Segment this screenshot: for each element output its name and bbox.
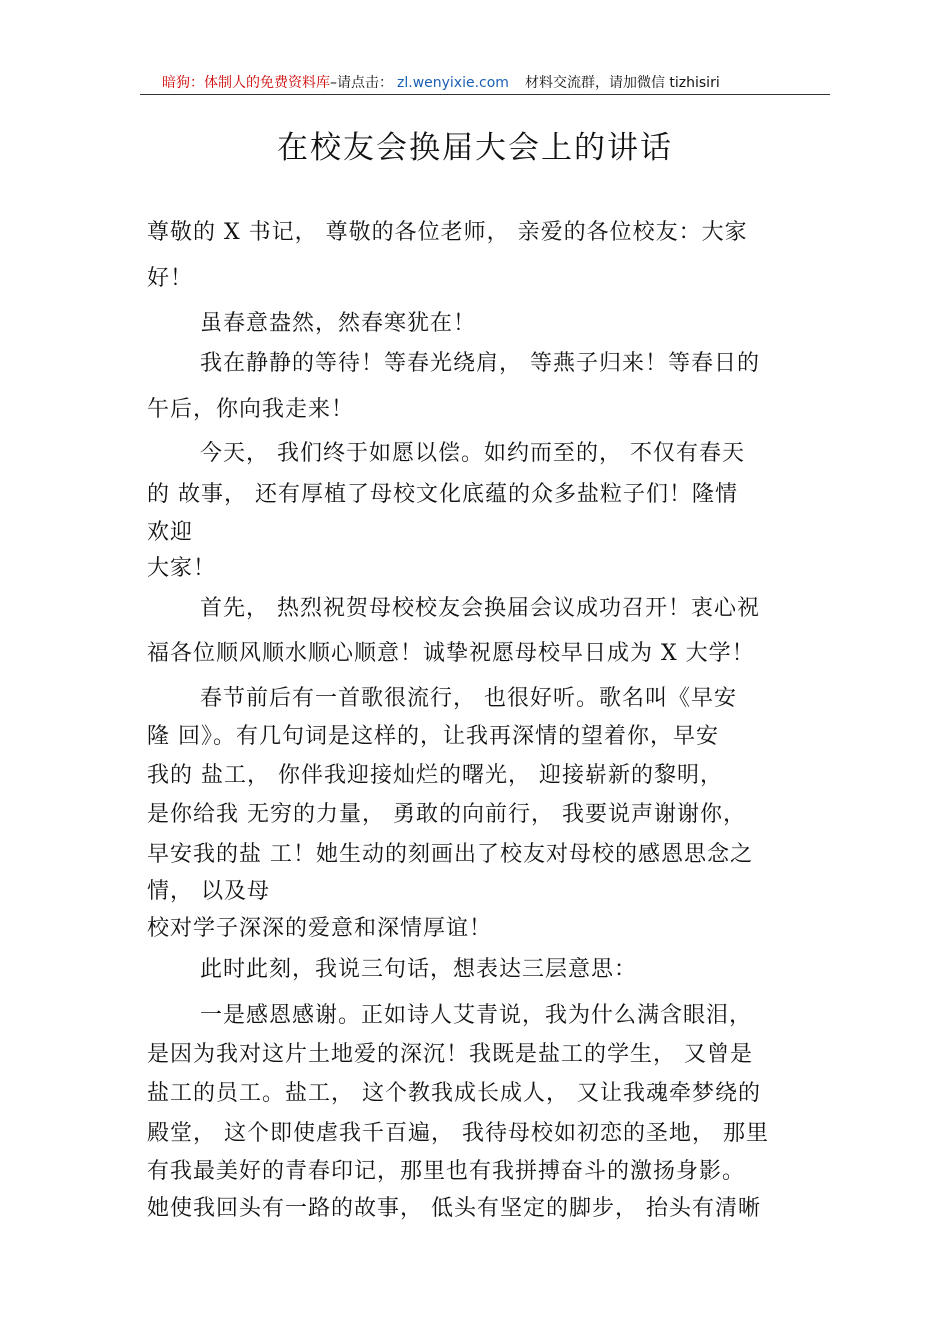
body-line: 是因为我对这片土地爱的深沉！我既是盐工的学生， 又曾是	[147, 1042, 753, 1067]
document-title: 在校友会换届大会上的讲话	[277, 130, 673, 166]
body-line: 隆 回》。有几句词是这样的，让我再深情的望着你，早安	[147, 724, 719, 749]
body-line: 校对学子深深的爱意和深情厚谊！	[147, 916, 493, 941]
page-header	[140, 72, 830, 95]
body-line: 是你给我 无穷的力量， 勇敢的向前行， 我要说声谢谢你，	[147, 802, 746, 827]
body-line: 欢迎	[147, 520, 194, 545]
body-line: 虽春意盎然，然春寒犹在！	[200, 311, 477, 336]
body-line: 此时此刻，我说三句话，想表达三层意思：	[200, 957, 638, 982]
body-line: 我的 盐工， 你伴我迎接灿烂的曙光， 迎接崭新的黎明，	[147, 763, 723, 788]
body-line: 尊敬的 X 书记， 尊敬的各位老师， 亲爱的各位校友：大家	[147, 220, 748, 245]
body-line: 有我最美好的青春印记，那里也有我拼搏奋斗的激扬身影。	[147, 1159, 746, 1184]
body-line: 早安我的盐 工！她生动的刻画出了校友对母校的感恩思念之	[147, 842, 753, 867]
body-line: 的 故事， 还有厚植了母校文化底蕴的众多盐粒子们！隆情	[147, 482, 738, 507]
header-wechat-note: 材料交流群，请加微信 tizhisiri	[524, 75, 720, 91]
header-site-link[interactable]: zl.wenyixie.com	[397, 75, 509, 91]
body-line: 一是感恩感谢。正如诗人艾青说，我为什么满含眼泪，	[200, 1003, 753, 1028]
body-line: 情， 以及母	[147, 879, 270, 904]
body-line: 今天， 我们终于如愿以偿。如约而至的， 不仅有春天	[200, 441, 745, 466]
body-line: 盐工的员工。盐工， 这个教我成长成人， 又让我魂牵梦绕的	[147, 1081, 761, 1106]
body-line: 我在静静的等待！等春光绕肩， 等燕子归来！等春日的	[200, 351, 760, 376]
body-line: 首先， 热烈祝贺母校校友会换届会议成功召开！衷心祝	[200, 596, 760, 621]
body-line: 好！	[147, 266, 194, 291]
body-line: 春节前后有一首歌很流行， 也很好听。歌名叫《早安	[200, 686, 737, 711]
header-click-prompt: –请点击：	[330, 75, 393, 91]
body-line: 她使我回头有一路的故事， 低头有坚定的脚步， 抬头有清晰	[147, 1196, 761, 1221]
body-line: 午后，你向我走来！	[147, 397, 355, 422]
header-site-name: 暗狗：体制人的免费资料库	[162, 75, 330, 91]
body-line: 大家！	[147, 556, 217, 581]
body-line: 福各位顺风顺水顺心顺意！诚挚祝愿母校早日成为 X 大学！	[147, 641, 755, 666]
body-line: 殿堂， 这个即使虐我千百遍， 我待母校如初恋的圣地， 那里	[147, 1121, 769, 1146]
